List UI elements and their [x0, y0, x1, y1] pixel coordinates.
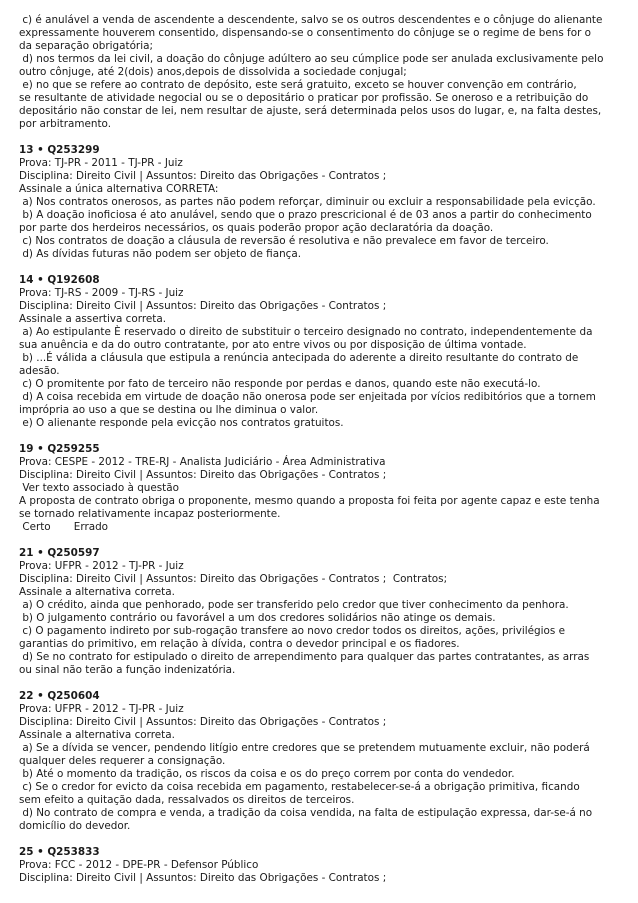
- question-21: [19, 547, 631, 677]
- option-line: c) O promitente por fato de terceiro não responde por perdas e danos, quando este não executá-lo.: [19, 378, 541, 390]
- text-line: Prova: TJ-RS - 2009 - TJ-RS - Juiz: [19, 287, 184, 299]
- question-header: 22 • Q250604: [19, 690, 100, 702]
- text-line: outro cônjuge, até 2(dois) anos,depois de dissolvida a sociedade conjugal;: [19, 66, 407, 78]
- option-line: d) A coisa recebida em virtude de doação não onerosa pode ser enjeitada por vícios redibitórios que a tornem: [19, 391, 596, 403]
- option-line: b) O julgamento contrário ou favorável a um dos credores solidários não atinge os demais.: [19, 612, 496, 624]
- text-line: d) nos termos da lei civil, a doação do cônjuge adúltero ao seu cúmplice pode ser anulada exclusivamente pelo: [19, 53, 604, 65]
- question-header: 13 • Q253299: [19, 144, 100, 156]
- option-line: c) Nos contratos de doação a cláusula de reversão é resolutiva e não prevalece em favor de terceiro.: [19, 235, 549, 247]
- text-line: por arbitramento.: [19, 118, 112, 130]
- text-line: expressamente houverem consentido, dispensando-se o consentimento do cônjuge se o regime de bens for o: [19, 27, 592, 39]
- option-line: imprópria ao uso a que se destina ou lhe diminua o valor.: [19, 404, 319, 416]
- option-line: sem efeito a quitação dada, ressalvados os direitos de terceiros.: [19, 794, 355, 806]
- text-line: se resultante de atividade negocial ou se o depositário o praticar por profissão. Se oneroso e a retribuição do: [19, 92, 589, 104]
- option-line: a) Nos contratos onerosos, as partes não podem reforçar, diminuir ou excluir a responsabilidade pela evicção.: [19, 196, 596, 208]
- option-line: b) Até o momento da tradição, os riscos da coisa e os do preço correm por conta do vendedor.: [19, 768, 515, 780]
- text-line: Disciplina: Direito Civil | Assuntos: Direito das Obrigações - Contratos ;: [19, 469, 387, 481]
- intro-block: [19, 14, 631, 131]
- text-line: Disciplina: Direito Civil | Assuntos: Direito das Obrigações - Contratos ;: [19, 872, 387, 884]
- option-line: d) Se no contrato for estipulado o direito de arrependimento para qualquer das partes contratantes, as arras: [19, 651, 590, 663]
- option-line: por parte dos herdeiros necessários, os quais poderão propor ação declaratória da doação.: [19, 222, 494, 234]
- text-line: Assinale a alternativa correta.: [19, 586, 175, 598]
- text-line: Disciplina: Direito Civil | Assuntos: Direito das Obrigações - Contratos ;: [19, 716, 387, 728]
- question-19: [19, 443, 631, 534]
- option-line: ou sinal não terão a função indenizatória.: [19, 664, 236, 676]
- text-line: e) no que se refere ao contrato de depósito, este será gratuito, exceto se houver convenção em contrário,: [19, 79, 577, 91]
- option-line: e) O alienante responde pela evicção nos contratos gratuitos.: [19, 417, 344, 429]
- option-line: b) ...É válida a cláusula que estipula a renúncia antecipada do aderente a direito resultante do contrato de: [19, 352, 579, 364]
- option-line: c) O pagamento indireto por sub-rogação transfere ao novo credor todos os direitos, ações, privilégios e: [19, 625, 565, 637]
- text-line: Prova: UFPR - 2012 - TJ-PR - Juiz: [19, 560, 184, 572]
- text-line: Disciplina: Direito Civil | Assuntos: Direito das Obrigações - Contratos ; Contratos;: [19, 573, 448, 585]
- question-13: [19, 144, 631, 261]
- question-header: 19 • Q259255: [19, 443, 100, 455]
- associated-text-link[interactable]: Ver texto associado à questão: [19, 482, 179, 494]
- option-line: d) As dívidas futuras não podem ser objeto de fiança.: [19, 248, 302, 260]
- text-line: Disciplina: Direito Civil | Assuntos: Direito das Obrigações - Contratos ;: [19, 300, 387, 312]
- option-line: garantias do primitivo, em relação à dívida, contra o devedor principal e os fiadores.: [19, 638, 460, 650]
- text-line: Disciplina: Direito Civil | Assuntos: Direito das Obrigações - Contratos ;: [19, 170, 387, 182]
- question-header: 21 • Q250597: [19, 547, 100, 559]
- text-line: da separação obrigatória;: [19, 40, 153, 52]
- option-line: b) A doação inoficiosa é ato anulável, sendo que o prazo prescricional é de 03 anos a partir do conhecimento: [19, 209, 592, 221]
- text-line: Prova: FCC - 2012 - DPE-PR - Defensor Público: [19, 859, 259, 871]
- option-line: a) Ao estipulante È reservado o direito de substituir o terceiro designado no contrato, independentemente da: [19, 326, 593, 338]
- true-false-options: Certo Errado: [19, 521, 109, 533]
- text-line: Assinale a única alternativa CORRETA:: [19, 183, 219, 195]
- option-line: a) O crédito, ainda que penhorado, pode ser transferido pelo credor que tiver conhecimento da penhora.: [19, 599, 569, 611]
- question-header: 25 • Q253833: [19, 846, 100, 858]
- text-line: se tornado relativamente incapaz posteriormente.: [19, 508, 281, 520]
- option-line: c) Se o credor for evicto da coisa recebida em pagamento, restabelecer-se-á a obrigação primitiva, ficando: [19, 781, 580, 793]
- text-line: Prova: UFPR - 2012 - TJ-PR - Juiz: [19, 703, 184, 715]
- text-line: Assinale a assertiva correta.: [19, 313, 167, 325]
- text-line: Assinale a alternativa correta.: [19, 729, 175, 741]
- option-line: d) No contrato de compra e venda, a tradição da coisa vendida, na falta de estipulação expressa, dar-se-á no: [19, 807, 593, 819]
- question-header: 14 • Q192608: [19, 274, 100, 286]
- text-line: Prova: CESPE - 2012 - TRE-RJ - Analista Judiciário - Área Administrativa: [19, 456, 386, 468]
- question-22: [19, 690, 631, 833]
- option-line: a) Se a dívida se vencer, pendendo litígio entre credores que se pretendem mutuamente excluir, não poderá: [19, 742, 590, 754]
- question-25: [19, 846, 631, 885]
- option-line: adesão.: [19, 365, 60, 377]
- option-line: domicílio do devedor.: [19, 820, 131, 832]
- text-line: A proposta de contrato obriga o proponente, mesmo quando a proposta foi feita por agente capaz e este tenha: [19, 495, 600, 507]
- question-14: [19, 274, 631, 430]
- text-line: c) é anulável a venda de ascendente a descendente, salvo se os outros descendentes e o cônjuge do alienante: [19, 14, 603, 26]
- option-line: sua anuência e da do outro contratante, por ato entre vivos ou por disposição de última vontade.: [19, 339, 527, 351]
- text-line: depositário não constar de lei, nem resultar de ajuste, será determinada pelos usos do lugar, e, na falta destes,: [19, 105, 602, 117]
- option-line: qualquer deles requerer a consignação.: [19, 755, 226, 767]
- text-line: Prova: TJ-PR - 2011 - TJ-PR - Juiz: [19, 157, 183, 169]
